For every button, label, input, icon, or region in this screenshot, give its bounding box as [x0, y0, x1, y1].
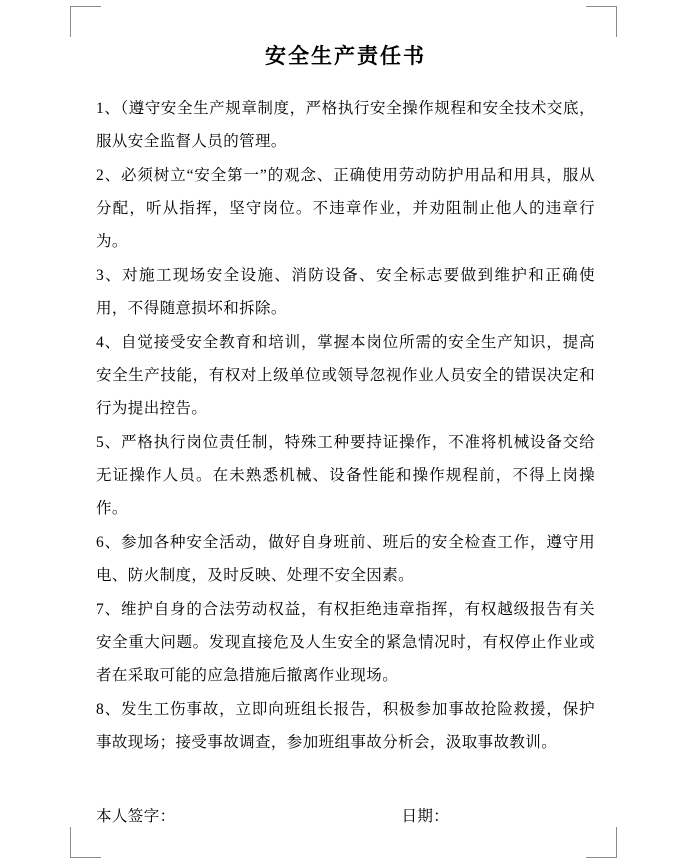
clause-item: 1、（遵守安全生产规章制度，严格执行安全操作规程和安全技术交底，服从安全监督人员的管理。 [96, 100, 595, 150]
signature-date-label: 日期： [401, 808, 450, 825]
page-title: 安全生产责任书 [265, 44, 426, 68]
page-corner-mark-bottom-right [586, 827, 617, 858]
clause-item: 4、自觉接受安全教育和培训，掌握本岗位所需的安全生产知识，提高安全生产技能，有权对上级单位或领导忽视作业人员安全的错误决定和行为提出控告。 [96, 334, 595, 417]
clause-item: 2、必须树立“安全第一”的观念、正确使用劳动防护用品和用具，服从分配，听从指挥，坚守岗位。不违章作业，并劝阻制止他人的违章行为。 [96, 167, 595, 250]
signature-row [96, 804, 595, 826]
clause-item: 3、对施工现场安全设施、消防设备、安全标志要做到维护和正确使用，不得随意损坏和拆除。 [96, 267, 595, 317]
document-body [96, 30, 595, 760]
page-corner-mark-bottom-left [70, 827, 101, 858]
signature-person-label: 本人签字： [96, 808, 176, 825]
clause-item: 7、维护自身的合法劳动权益，有权拒绝违章指挥，有权越级报告有关安全重大问题。发现直接危及人生安全的紧急情况时，有权停止作业或者在采取可能的应急措施后撤离作业现场。 [96, 601, 595, 684]
clause-item: 8、发生工伤事故，立即向班组长报告，积极参加事故抢险救援，保护事故现场；接受事故调查，参加班组事故分析会，汲取事故教训。 [96, 701, 595, 751]
clause-item: 6、参加各种安全活动，做好自身班前、班后的安全检查工作，遵守用电、防火制度，及时反映、处理不安全因素。 [96, 534, 595, 584]
clause-item: 5、严格执行岗位责任制，特殊工种要持证操作，不准将机械设备交给无证操作人员。在未熟悉机械、设备性能和操作规程前，不得上岗操作。 [96, 434, 595, 517]
